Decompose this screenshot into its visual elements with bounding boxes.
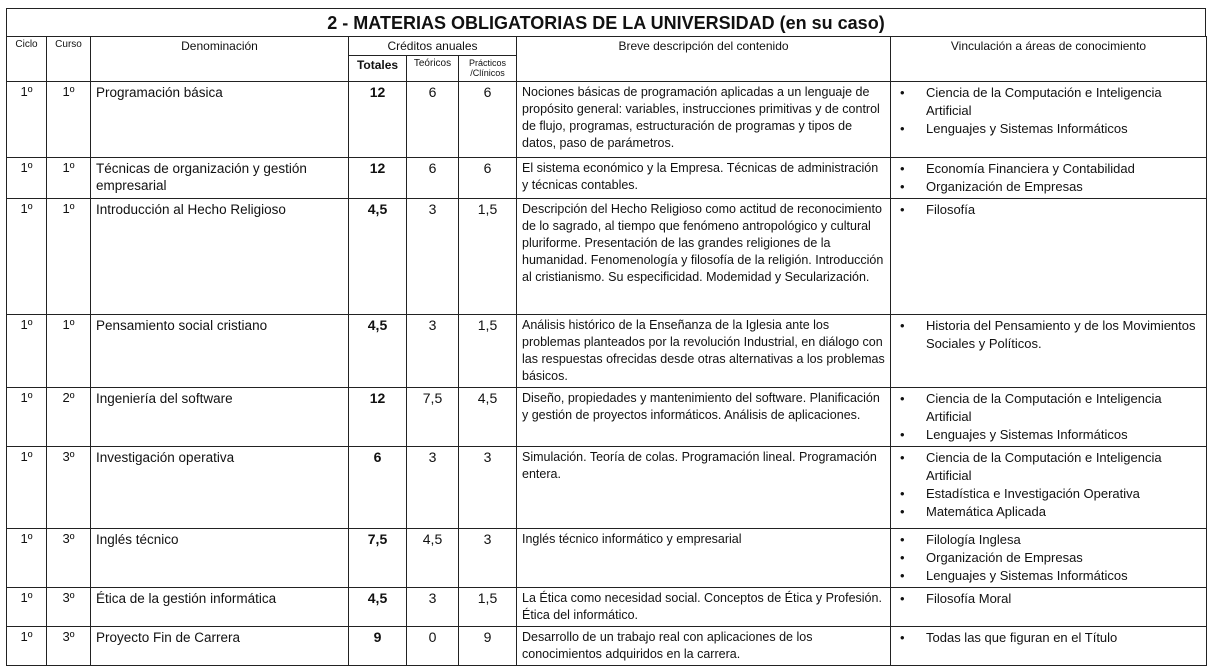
header-teoricos: Teóricos — [407, 56, 459, 82]
area-item: • Filosofía — [926, 201, 1201, 219]
header-denominacion: Denominación — [91, 37, 349, 82]
cell-totales: 6 — [349, 447, 407, 529]
cell-totales: 4,5 — [349, 315, 407, 388]
header-practicos — [459, 56, 517, 82]
cell-vinculacion — [891, 158, 1207, 199]
cell-totales: 4,5 — [349, 588, 407, 627]
cell-practicos: 3 — [459, 447, 517, 529]
cell-ciclo: 1º — [7, 447, 47, 529]
table-row — [7, 447, 1207, 529]
cell-ciclo: 1º — [7, 529, 47, 588]
header-vinculacion: Vinculación a áreas de conocimiento — [891, 37, 1207, 82]
cell-denominacion: Programación básica — [91, 82, 349, 158]
table-row — [7, 588, 1207, 627]
area-item: • Organización de Empresas — [926, 178, 1201, 196]
areas-list — [896, 201, 1201, 219]
cell-ciclo: 1º — [7, 627, 47, 666]
cell-vinculacion — [891, 82, 1207, 158]
cell-totales: 7,5 — [349, 529, 407, 588]
cell-teoricos: 4,5 — [407, 529, 459, 588]
table-body — [7, 82, 1207, 666]
area-item: • Filología Inglesa — [926, 531, 1201, 549]
cell-teoricos: 7,5 — [407, 388, 459, 447]
areas-list — [896, 390, 1201, 444]
table-row — [7, 315, 1207, 388]
cell-denominacion: Introducción al Hecho Religioso — [91, 199, 349, 315]
cell-ciclo: 1º — [7, 315, 47, 388]
cell-totales: 9 — [349, 627, 407, 666]
cell-ciclo: 1º — [7, 388, 47, 447]
cell-descripcion: Descripción del Hecho Religioso como actitud de reconocimiento de lo sagrado, al tiempo que fenómeno antropológico y cultural pluriforme. Presentación de las grandes religiones de la humanidad. Fenomenología y filosofía de la religión. Introducción al cristianismo. Su especificidad. Modemidad y Secularización. — [517, 199, 891, 315]
areas-list — [896, 531, 1201, 585]
cell-curso: 2º — [47, 388, 91, 447]
cell-totales: 4,5 — [349, 199, 407, 315]
cell-totales: 12 — [349, 388, 407, 447]
cell-descripcion: Inglés técnico informático y empresarial — [517, 529, 891, 588]
cell-teoricos: 0 — [407, 627, 459, 666]
cell-denominacion: Pensamiento social cristiano — [91, 315, 349, 388]
areas-list — [896, 449, 1201, 521]
table-row — [7, 529, 1207, 588]
area-item: • Historia del Pensamiento y de los Movimientos Sociales y Políticos. — [926, 317, 1201, 353]
cell-practicos: 9 — [459, 627, 517, 666]
table-row — [7, 627, 1207, 666]
table-header — [7, 37, 1207, 82]
cell-descripcion: Desarrollo de un trabajo real con aplicaciones de los conocimientos adquiridos en la carrera. — [517, 627, 891, 666]
cell-descripcion: La Ética como necesidad social. Conceptos de Ética y Profesión. Ética del informático. — [517, 588, 891, 627]
cell-descripcion: El sistema económico y la Empresa. Técnicas de administración y técnicas contables. — [517, 158, 891, 199]
areas-list — [896, 317, 1201, 353]
cell-curso: 3º — [47, 627, 91, 666]
cell-descripcion: Nociones básicas de programación aplicadas a un lenguaje de propósito general: variables, instrucciones primitivas y de control de flujo, programas, estructuración de programas y tipos de datos, paso de parámetros. — [517, 82, 891, 158]
cell-teoricos: 3 — [407, 588, 459, 627]
cell-teoricos: 3 — [407, 315, 459, 388]
page-title: 2 - MATERIAS OBLIGATORIAS DE LA UNIVERSIDAD (en su caso) — [6, 8, 1206, 36]
cell-denominacion: Inglés técnico — [91, 529, 349, 588]
table-row — [7, 388, 1207, 447]
header-curso: Curso — [47, 37, 91, 82]
cell-ciclo: 1º — [7, 82, 47, 158]
cell-totales: 12 — [349, 82, 407, 158]
cell-teoricos: 6 — [407, 82, 459, 158]
cell-denominacion: Ética de la gestión informática — [91, 588, 349, 627]
area-item: • Ciencia de la Computación e Inteligencia Artificial — [926, 390, 1201, 426]
cell-teoricos: 3 — [407, 199, 459, 315]
cell-practicos: 3 — [459, 529, 517, 588]
cell-practicos: 6 — [459, 158, 517, 199]
header-ciclo: Ciclo — [7, 37, 47, 82]
cell-curso: 1º — [47, 315, 91, 388]
header-practicos-line2: /Clínicos — [470, 68, 505, 78]
table-row — [7, 82, 1207, 158]
cell-denominacion: Ingeniería del software — [91, 388, 349, 447]
header-creditos: Créditos anuales — [349, 37, 517, 56]
cell-curso: 3º — [47, 588, 91, 627]
area-item: • Lenguajes y Sistemas Informáticos — [926, 120, 1201, 138]
cell-vinculacion — [891, 627, 1207, 666]
header-totales: Totales — [349, 56, 407, 82]
cell-practicos: 6 — [459, 82, 517, 158]
cell-practicos: 1,5 — [459, 199, 517, 315]
cell-curso: 3º — [47, 447, 91, 529]
area-item: • Ciencia de la Computación e Inteligencia Artificial — [926, 449, 1201, 485]
cell-practicos: 1,5 — [459, 315, 517, 388]
cell-ciclo: 1º — [7, 588, 47, 627]
cell-vinculacion — [891, 388, 1207, 447]
cell-totales: 12 — [349, 158, 407, 199]
cell-practicos: 1,5 — [459, 588, 517, 627]
area-item: • Estadística e Investigación Operativa — [926, 485, 1201, 503]
cell-denominacion: Proyecto Fin de Carrera — [91, 627, 349, 666]
cell-practicos: 4,5 — [459, 388, 517, 447]
table-row — [7, 199, 1207, 315]
cell-teoricos: 6 — [407, 158, 459, 199]
areas-list — [896, 160, 1201, 196]
cell-vinculacion — [891, 588, 1207, 627]
areas-list — [896, 84, 1201, 138]
cell-ciclo: 1º — [7, 158, 47, 199]
areas-list — [896, 590, 1201, 608]
table-row — [7, 158, 1207, 199]
area-item: • Lenguajes y Sistemas Informáticos — [926, 426, 1201, 444]
area-item: • Lenguajes y Sistemas Informáticos — [926, 567, 1201, 585]
cell-vinculacion — [891, 199, 1207, 315]
cell-curso: 1º — [47, 82, 91, 158]
cell-ciclo: 1º — [7, 199, 47, 315]
area-item: • Matemática Aplicada — [926, 503, 1201, 521]
cell-vinculacion — [891, 315, 1207, 388]
cell-denominacion: Investigación operativa — [91, 447, 349, 529]
cell-teoricos: 3 — [407, 447, 459, 529]
cell-curso: 3º — [47, 529, 91, 588]
areas-list — [896, 629, 1201, 647]
cell-curso: 1º — [47, 199, 91, 315]
area-item: • Todas las que figuran en el Título — [926, 629, 1201, 647]
cell-curso: 1º — [47, 158, 91, 199]
cell-descripcion: Análisis histórico de la Enseñanza de la Iglesia ante los problemas planteados por la revolución Industrial, en diálogo con las respuestas ofrecidas desde otras alternativas a los problemas básicos. — [517, 315, 891, 388]
cell-descripcion: Diseño, propiedades y mantenimiento del software. Planificación y gestión de proyectos informáticos. Análisis de aplicaciones. — [517, 388, 891, 447]
header-practicos-line1: Prácticos — [468, 58, 506, 68]
cell-denominacion: Técnicas de organización y gestión empresarial — [91, 158, 349, 199]
area-item: • Filosofía Moral — [926, 590, 1201, 608]
cell-descripcion: Simulación. Teoría de colas. Programación lineal. Programación entera. — [517, 447, 891, 529]
area-item: • Organización de Empresas — [926, 549, 1201, 567]
subjects-table — [6, 36, 1207, 666]
cell-vinculacion — [891, 529, 1207, 588]
area-item: • Ciencia de la Computación e Inteligencia Artificial — [926, 84, 1201, 120]
cell-vinculacion — [891, 447, 1207, 529]
area-item: • Economía Financiera y Contabilidad — [926, 160, 1201, 178]
header-descripcion: Breve descripción del contenido — [517, 37, 891, 82]
